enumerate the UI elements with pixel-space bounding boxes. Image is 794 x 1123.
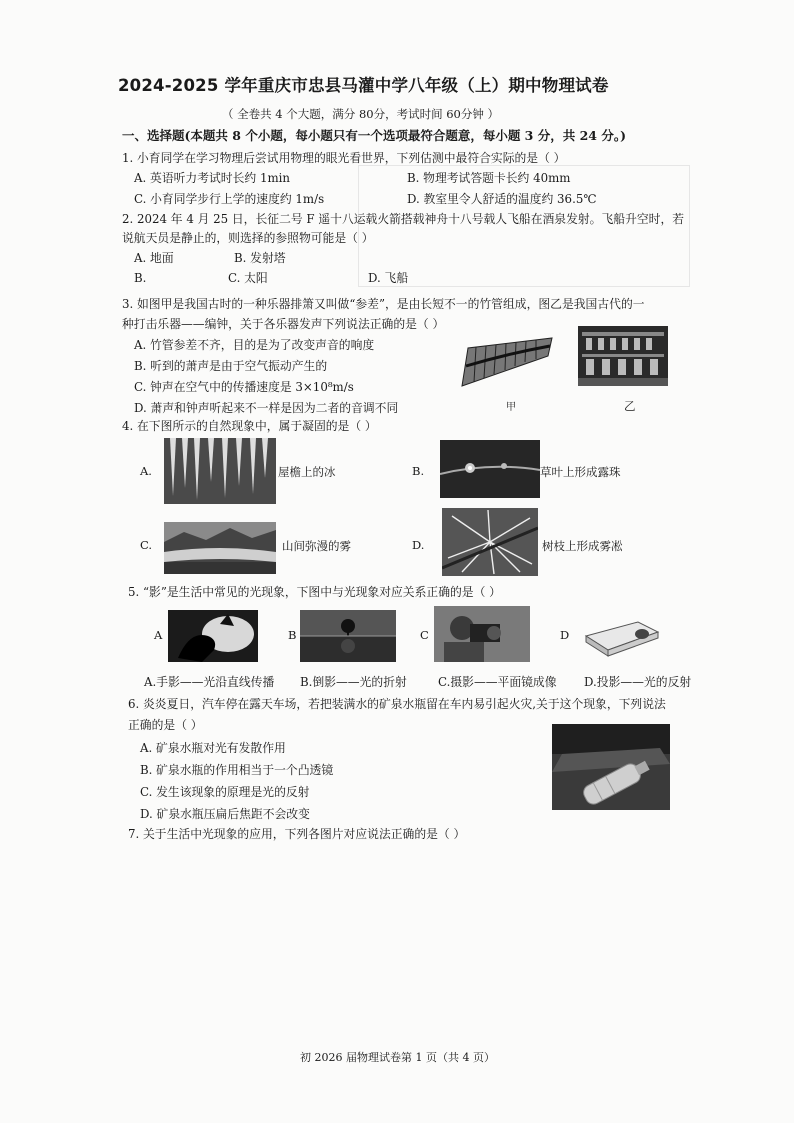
projector-photo (580, 606, 662, 662)
q5-option-a: A.手影——光沿直线传播 (144, 675, 275, 689)
q3-figure-label-jia: 甲 (506, 402, 516, 413)
q3-stem-line2: 种打击乐器——编钟，关于各乐器发声下列说法正确的是（ ） (122, 317, 445, 331)
icicles-photo (164, 438, 276, 504)
q1-option-a: A. 英语听力考试时长约 1min (134, 171, 291, 185)
q3-option-b: B. 听到的萧声是由于空气振动产生的 (134, 359, 328, 373)
q2-stem-line1: 2. 2024 年 4 月 25 日，长征二号 F 遥十八运载火箭搭载神舟十八号载人飞船在酒泉发射。飞船升空时，若 (122, 212, 685, 226)
exam-title: 2024-2025 学年重庆市忠县马灌中学八年级（上）期中物理试卷 (118, 76, 609, 95)
q3-option-c: C. 钟声在空气中的传播速度是 3×10⁸m/s (134, 380, 354, 394)
q6-option-b: B. 矿泉水瓶的作用相当于一个凸透镜 (140, 763, 334, 777)
q4-option-c-caption: 山间弥漫的雾 (282, 539, 351, 553)
q4-stem: 4. 在下图所示的自然现象中，属于凝固的是（ ） (122, 419, 377, 433)
q2-option-c-letter: B. (134, 271, 147, 285)
q5-option-d-letter: D (560, 628, 570, 642)
q3-stem-line1: 3. 如图甲是我国古时的一种乐器排箫又叫做“参差”，是由长短不一的竹管组成，图乙是我国古代的一 (122, 297, 645, 311)
rime-on-branches-photo (442, 508, 538, 576)
q2-option-a: A. 地面 (134, 251, 174, 265)
q5-stem: 5. “影”是生活中常见的光现象，下图中与光现象对应关系正确的是（ ） (128, 585, 501, 599)
mountain-fog-photo (164, 522, 276, 574)
q7-stem: 7. 关于生活中光现象的应用，下列各图片对应说法正确的是（ ） (128, 827, 466, 841)
q5-option-c-letter: C (420, 628, 429, 642)
q6-stem-line1: 6. 炎炎夏日，汽车停在露天车场，若把装满水的矿泉水瓶留在车内易引起火灾,关于这个现象，下列说法 (128, 697, 666, 711)
photographer-photo (434, 606, 530, 662)
q4-option-a-caption: 屋檐上的冰 (278, 465, 336, 479)
reflection-photo (300, 610, 396, 662)
hand-shadow-photo (168, 610, 258, 662)
q6-option-c: C. 发生该现象的原理是光的反射 (140, 785, 310, 799)
q2-option-c: C. 太阳 (228, 271, 268, 285)
q1-option-b: B. 物理考试答题卡长约 40mm (407, 171, 571, 185)
q3-option-d: D. 萧声和钟声听起来不一样是因为二者的音调不同 (134, 401, 399, 415)
q4-option-a-letter: A. (140, 464, 152, 478)
q5-option-b: B.倒影——光的折射 (300, 675, 407, 689)
q4-option-b-letter: B. (412, 464, 425, 478)
water-bottle-in-car-photo (552, 724, 670, 810)
q1-stem: 1. 小育同学在学习物理后尝试用物理的眼光看世界，下列估测中最符合实际的是（ ） (122, 151, 566, 165)
q4-option-d-caption: 树枝上形成雾凇 (542, 539, 623, 553)
q4-option-c-letter: C. (140, 538, 153, 552)
q3-option-a: A. 竹管参差不齐，目的是为了改变声音的响度 (134, 338, 375, 352)
q4-option-b-caption: 草叶上形成露珠 (540, 465, 621, 479)
bianzhong-bells-photo (578, 326, 668, 386)
exam-subtitle: （ 全卷共 4 个大题，满分 80分，考试时间 60分钟 ） (222, 107, 500, 121)
q1-option-d: D. 教室里令人舒适的温度约 36.5℃ (407, 192, 597, 206)
q5-option-a-letter: A (154, 628, 163, 642)
q6-option-a: A. 矿泉水瓶对光有发散作用 (140, 741, 286, 755)
q2-stem-line2: 说航天员是静止的，则选择的参照物可能是（ ） (122, 231, 374, 245)
q6-stem-line2: 正确的是（ ） (128, 718, 203, 732)
dew-on-grass-photo (440, 440, 540, 498)
pan-flute-photo (456, 328, 558, 394)
q5-option-d: D.投影——光的反射 (584, 675, 692, 689)
q6-option-d: D. 矿泉水瓶压扁后焦距不会改变 (140, 807, 310, 821)
q4-option-d-letter: D. (412, 538, 425, 552)
q5-option-c: C.摄影——平面镜成像 (438, 675, 557, 689)
q2-option-d: D. 飞船 (368, 271, 409, 285)
q2-option-b: B. 发射塔 (234, 251, 286, 265)
q5-option-b-letter: B (288, 628, 297, 642)
section-heading-choice: 一、选择题(本题共 8 个小题，每小题只有一个选项最符合题意，每小题 3 分，共 24 分。) (122, 128, 626, 143)
page-footer: 初 2026 届物理试卷第 1 页（共 4 页） (300, 1051, 495, 1064)
q1-option-c: C. 小育同学步行上学的速度约 1m/s (134, 192, 325, 206)
q3-figure-label-yi: 乙 (624, 399, 636, 413)
